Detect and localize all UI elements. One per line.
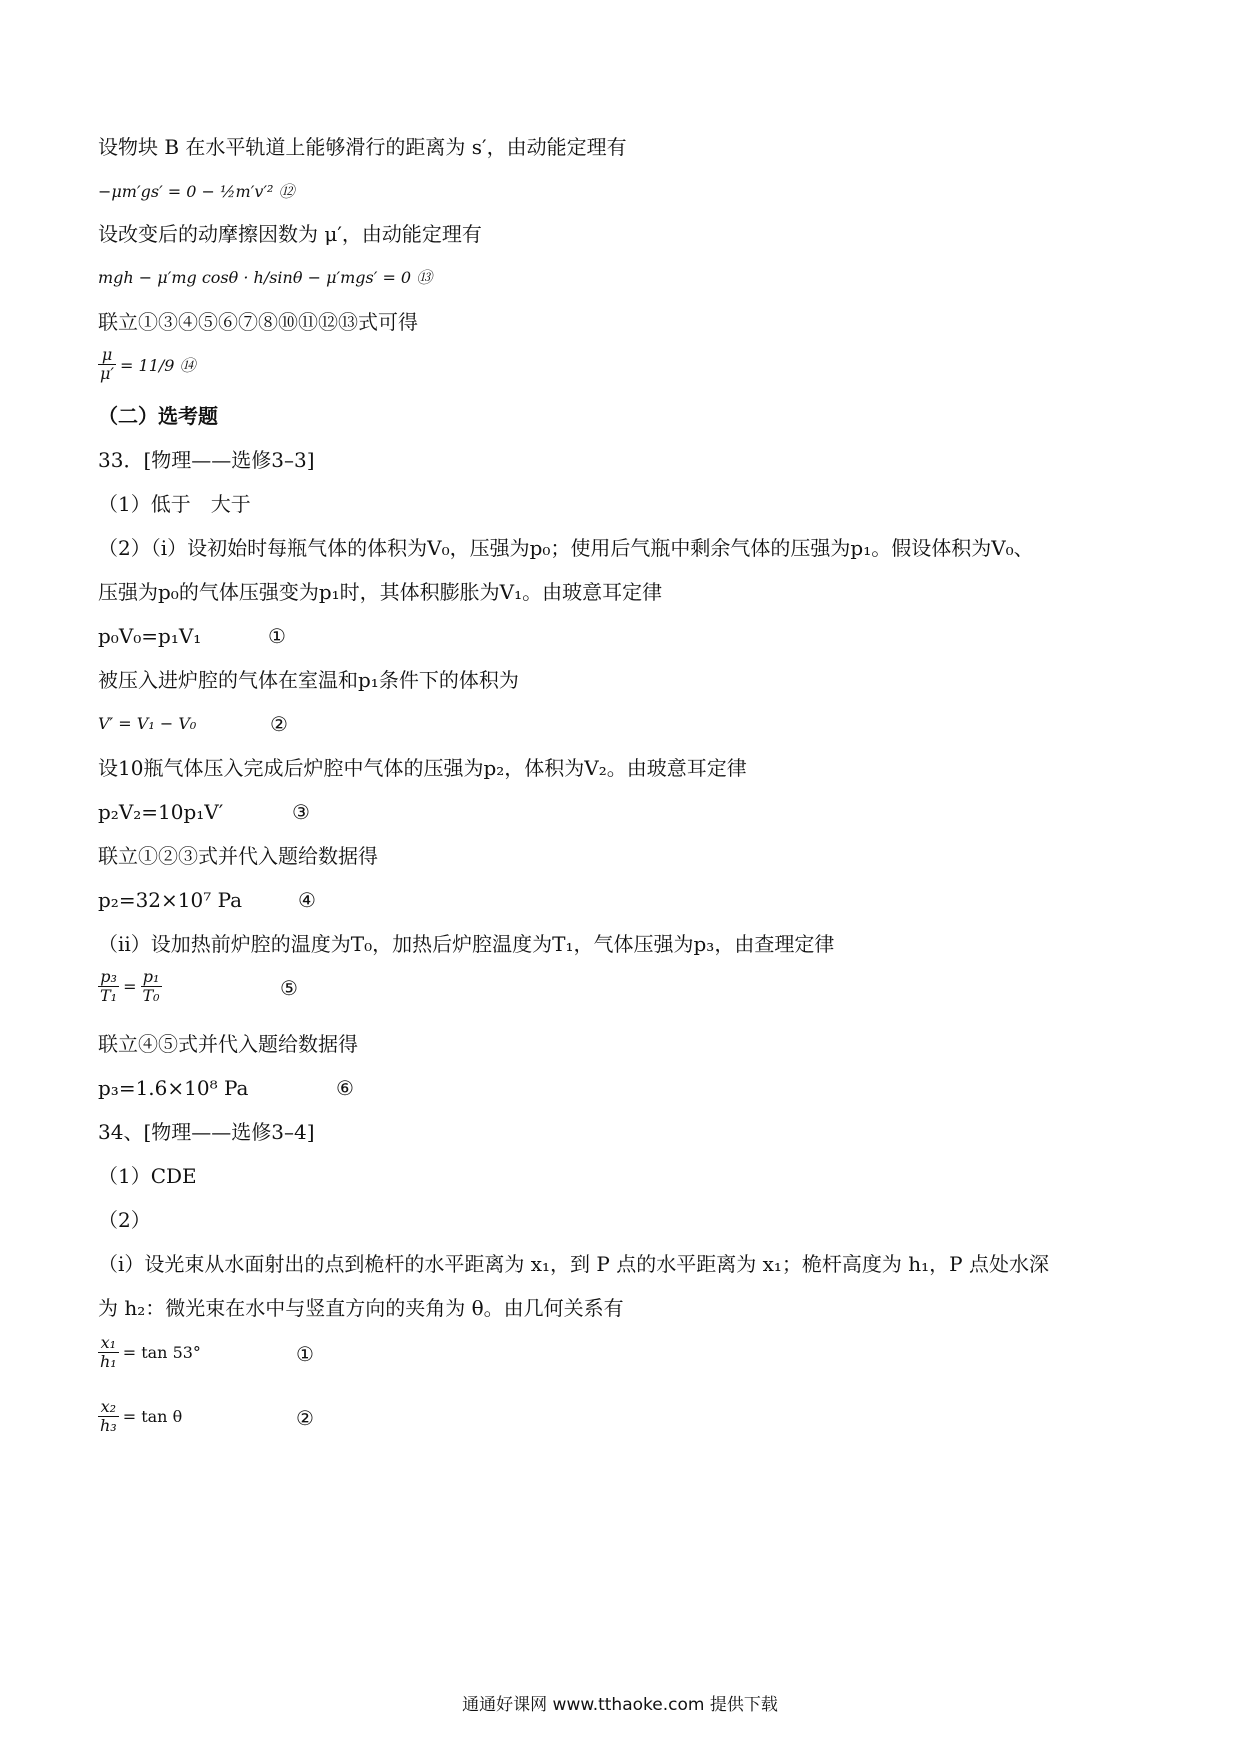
formula-5: $\frac{\text{p₃}}{\text{T₁}}$ = $\frac{\text{p₁}}{\text{T₀}}$ (100, 967, 160, 1005)
text-line: 设物块 B 在水平轨道上能够滑行的距离为 s′，由动能定理有 (98, 135, 627, 159)
text-line: 联立①③④⑤⑥⑦⑧⑩⑪⑫⑬式可得 (98, 310, 418, 334)
formula-marker: ④ (298, 888, 316, 912)
formula-marker: ⑥ (336, 1076, 354, 1100)
formula-3: p₂V₂=10p₁V′ (98, 800, 224, 824)
question-34-heading: 34、[物理——选修3–4] (98, 1120, 315, 1144)
fraction: $\frac{\text{p₃}}{\text{T₁}}$ (100, 967, 118, 1005)
formula-marker: ② (270, 712, 288, 736)
text-line: 被压入进炉腔的气体在室温和p₁条件下的体积为 (98, 668, 519, 692)
text-line: （2）（i）设初始时每瓶气体的体积为V₀，压强为p₀；使用后气瓶中剩余气体的压强为p₁。假设体积为V₀、 (98, 536, 1034, 560)
formula-1: p₀V₀=p₁V₁ (98, 624, 202, 648)
text-line: （1）CDE (98, 1164, 197, 1188)
equation-12: −μm′gs′ = 0 − ½m′v′² ⑫ (98, 182, 295, 201)
geometry-formula-2: $\frac{\text{x₂}}{\text{h₃}}$ = tan θ (100, 1397, 183, 1435)
text-line: 联立④⑤式并代入题给数据得 (98, 1032, 358, 1056)
text-line: （1）低于 大于 (98, 492, 251, 516)
formula-2: V′ = V₁ − V₀ (98, 714, 197, 733)
fraction: $\frac{\text{p₁}}{\text{T₀}}$ (142, 967, 160, 1005)
text-line: （2） (98, 1208, 151, 1232)
formula-4: p₂=32×10⁷ Pa (98, 888, 243, 912)
text-line: （i）设光束从水面射出的点到桅杆的水平距离为 x₁，到 P 点的水平距离为 x₁；桅杆高度为 h₁，P 点处水深 (98, 1252, 1049, 1276)
geometry-formula-1: $\frac{\text{x₁}}{\text{h₁}}$ = tan 53° (100, 1333, 201, 1371)
formula-marker: ① (268, 624, 286, 648)
fraction: $\frac{\text{x₁}}{\text{h₁}}$ (100, 1333, 117, 1371)
equation-13: mgh − μ′mg cosθ · h/sinθ − μ′mgs′ = 0 ⑬ (98, 268, 433, 287)
text-line: 为 h₂：微光束在水中与竖直方向的夹角为 θ。由几何关系有 (98, 1296, 624, 1320)
section-heading: （二）选考题 (98, 404, 218, 428)
text-line: （ii）设加热前炉腔的温度为T₀，加热后炉腔温度为T₁，气体压强为p₃，由查理定律 (98, 932, 835, 956)
text-line: 设10瓶气体压入完成后炉腔中气体的压强为p₂，体积为V₂。由玻意耳定律 (98, 756, 747, 780)
formula-marker: ① (296, 1342, 314, 1366)
text-line: 联立①②③式并代入题给数据得 (98, 844, 378, 868)
fraction: $\frac{\mu}{\mu'}$ (100, 345, 115, 383)
formula-6: p₃=1.6×10⁸ Pa (98, 1076, 249, 1100)
text-line: 设改变后的动摩擦因数为 μ′，由动能定理有 (98, 222, 482, 246)
equation-14: $\frac{\mu}{\mu'}$ = 11/9 ⑭ (100, 345, 196, 383)
formula-marker: ② (296, 1406, 314, 1430)
text-line: 压强为p₀的气体压强变为p₁时，其体积膨胀为V₁。由玻意耳定律 (98, 580, 663, 604)
page-footer: 通通好课网 www.tthaoke.com 提供下载 (462, 1695, 778, 1715)
formula-marker: ⑤ (280, 976, 298, 1000)
fraction: $\frac{\text{x₂}}{\text{h₃}}$ (100, 1397, 117, 1435)
formula-marker: ③ (292, 800, 310, 824)
question-33-heading: 33．[物理——选修3–3] (98, 448, 315, 472)
